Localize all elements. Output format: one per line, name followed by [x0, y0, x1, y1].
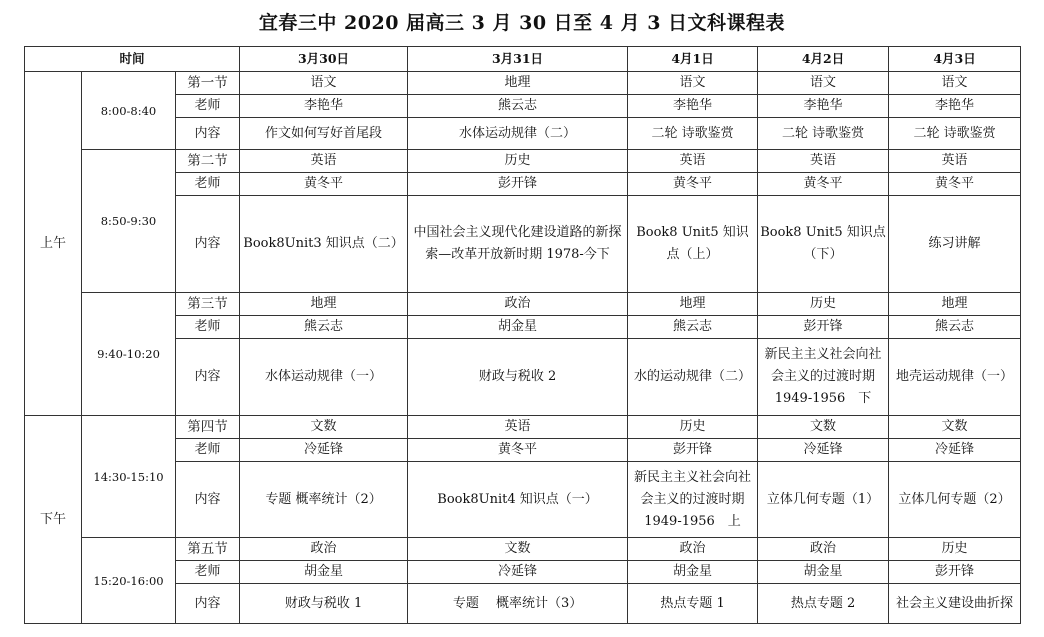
subject-cell: 政治 [240, 538, 408, 561]
teacher-cell: 黄冬平 [758, 173, 889, 196]
content-label: 内容 [176, 196, 240, 293]
teacher-cell: 彭开锋 [889, 561, 1021, 584]
content-cell: 新民主主义社会向社会主义的过渡时期 1949-1956 上 [628, 462, 758, 538]
teacher-cell: 熊云志 [240, 316, 408, 339]
period-label: 第一节 [176, 72, 240, 95]
content-cell: Book8 Unit5 知识点（下） [758, 196, 889, 293]
header-day: 3月31日 [408, 47, 628, 72]
teacher-cell: 胡金星 [240, 561, 408, 584]
header-row [25, 47, 1021, 72]
time-slot: 9:40-10:20 [82, 293, 176, 416]
teacher-cell: 李艳华 [889, 95, 1021, 118]
half-day-label: 下午 [25, 416, 82, 624]
content-cell: 水体运动规律（一） [240, 339, 408, 416]
subject-cell: 历史 [758, 293, 889, 316]
teacher-cell: 黄冬平 [628, 173, 758, 196]
time-slot: 14:30-15:10 [82, 416, 176, 538]
subject-cell: 文数 [889, 416, 1021, 439]
header-day: 3月30日 [240, 47, 408, 72]
content-cell: 地壳运动规律（一） [889, 339, 1021, 416]
teacher-cell: 冷延锋 [240, 439, 408, 462]
teacher-cell: 胡金星 [758, 561, 889, 584]
subject-cell: 地理 [889, 293, 1021, 316]
subject-cell: 语文 [889, 72, 1021, 95]
subject-cell: 文数 [758, 416, 889, 439]
time-slot: 15:20-16:00 [82, 538, 176, 624]
subject-cell: 文数 [408, 538, 628, 561]
table-row [25, 416, 1021, 439]
table-row [25, 538, 1021, 561]
content-cell: 中国社会主义现代化建设道路的新探索—改革开放新时期 1978-今下 [408, 196, 628, 293]
subject-cell: 英语 [758, 150, 889, 173]
teacher-label: 老师 [176, 316, 240, 339]
subject-cell: 语文 [628, 72, 758, 95]
teacher-label: 老师 [176, 95, 240, 118]
period-label: 第四节 [176, 416, 240, 439]
content-cell: Book8Unit4 知识点（一） [408, 462, 628, 538]
subject-cell: 英语 [408, 416, 628, 439]
subject-cell: 历史 [889, 538, 1021, 561]
content-cell: 水体运动规律（二） [408, 118, 628, 150]
content-label: 内容 [176, 462, 240, 538]
subject-cell: 语文 [758, 72, 889, 95]
content-cell: 二轮 诗歌鉴赏 [628, 118, 758, 150]
header-time: 时间 [25, 47, 240, 72]
teacher-cell: 李艳华 [240, 95, 408, 118]
teacher-cell: 彭开锋 [628, 439, 758, 462]
schedule-table [24, 46, 1021, 624]
subject-cell: 地理 [240, 293, 408, 316]
subject-cell: 地理 [408, 72, 628, 95]
teacher-cell: 熊云志 [408, 95, 628, 118]
teacher-cell: 冷延锋 [758, 439, 889, 462]
teacher-label: 老师 [176, 173, 240, 196]
table-row [25, 293, 1021, 316]
subject-cell: 政治 [758, 538, 889, 561]
content-cell: 二轮 诗歌鉴赏 [889, 118, 1021, 150]
teacher-cell: 胡金星 [628, 561, 758, 584]
teacher-cell: 李艳华 [758, 95, 889, 118]
teacher-cell: 黄冬平 [408, 439, 628, 462]
content-cell: 二轮 诗歌鉴赏 [758, 118, 889, 150]
content-cell: Book8 Unit5 知识点（上） [628, 196, 758, 293]
teacher-cell: 黄冬平 [240, 173, 408, 196]
subject-cell: 文数 [240, 416, 408, 439]
content-cell: 新民主主义社会向社会主义的过渡时期 1949-1956 下 [758, 339, 889, 416]
teacher-cell: 熊云志 [628, 316, 758, 339]
teacher-label: 老师 [176, 439, 240, 462]
subject-cell: 历史 [628, 416, 758, 439]
content-cell: 专题 概率统计（2） [240, 462, 408, 538]
teacher-cell: 冷延锋 [408, 561, 628, 584]
teacher-cell: 胡金星 [408, 316, 628, 339]
content-cell: 水的运动规律（二） [628, 339, 758, 416]
content-label: 内容 [176, 339, 240, 416]
subject-cell: 政治 [408, 293, 628, 316]
subject-cell: 英语 [628, 150, 758, 173]
content-cell: 财政与税收 1 [240, 584, 408, 624]
header-day: 4月2日 [758, 47, 889, 72]
subject-cell: 历史 [408, 150, 628, 173]
period-label: 第五节 [176, 538, 240, 561]
content-cell: 练习讲解 [889, 196, 1021, 293]
period-label: 第二节 [176, 150, 240, 173]
content-cell: 社会主义建设曲折探 [889, 584, 1021, 624]
teacher-cell: 彭开锋 [408, 173, 628, 196]
content-label: 内容 [176, 118, 240, 150]
page-title: 宜春三中 2020 届高三 3 月 30 日至 4 月 3 日文科课程表 [258, 12, 786, 34]
content-cell: 热点专题 2 [758, 584, 889, 624]
table-row [25, 72, 1021, 95]
time-slot: 8:00-8:40 [82, 72, 176, 150]
teacher-cell: 冷延锋 [889, 439, 1021, 462]
period-label: 第三节 [176, 293, 240, 316]
content-cell: 立体几何专题（2） [889, 462, 1021, 538]
table-row [25, 150, 1021, 173]
content-cell: 立体几何专题（1） [758, 462, 889, 538]
subject-cell: 英语 [889, 150, 1021, 173]
teacher-cell: 李艳华 [628, 95, 758, 118]
subject-cell: 政治 [628, 538, 758, 561]
content-cell: 热点专题 1 [628, 584, 758, 624]
subject-cell: 语文 [240, 72, 408, 95]
subject-cell: 地理 [628, 293, 758, 316]
content-cell: 专题 概率统计（3） [408, 584, 628, 624]
content-label: 内容 [176, 584, 240, 624]
half-day-label: 上午 [25, 72, 82, 416]
content-cell: 财政与税收 2 [408, 339, 628, 416]
teacher-cell: 黄冬平 [889, 173, 1021, 196]
header-day: 4月3日 [889, 47, 1021, 72]
teacher-cell: 熊云志 [889, 316, 1021, 339]
content-cell: Book8Unit3 知识点（二） [240, 196, 408, 293]
teacher-label: 老师 [176, 561, 240, 584]
subject-cell: 英语 [240, 150, 408, 173]
time-slot: 8:50-9:30 [82, 150, 176, 293]
content-cell: 作文如何写好首尾段 [240, 118, 408, 150]
teacher-cell: 彭开锋 [758, 316, 889, 339]
header-day: 4月1日 [628, 47, 758, 72]
